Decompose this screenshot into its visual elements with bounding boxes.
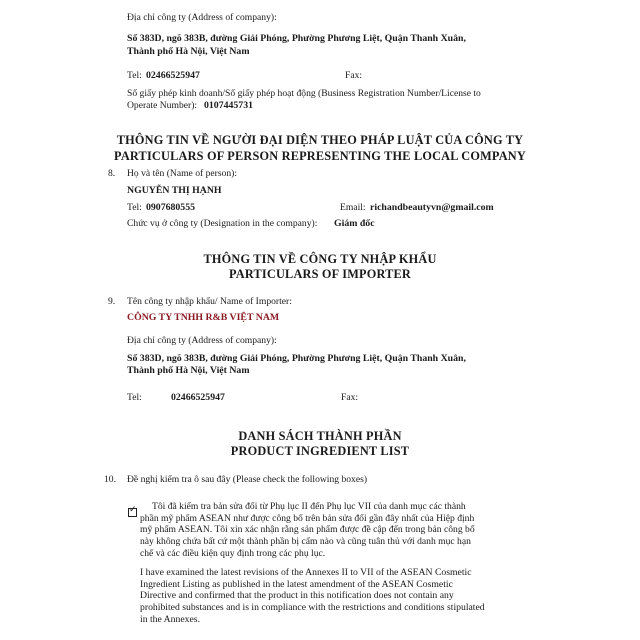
- declaration-vi-line: chế và các điều kiện quy định trong các phụ lục.: [140, 547, 326, 559]
- importer-address-line2: Thành phố Hà Nội, Việt Nam: [127, 365, 250, 376]
- importer-tel-label: Tel:: [127, 392, 142, 403]
- importer-name-value: CÔNG TY TNHH R&B VIỆT NAM: [127, 312, 280, 323]
- declaration-en-line: Ingredient Listing as published in the latest amendment of the ASEAN Cosmetic: [140, 578, 453, 590]
- declaration-vi-line: phần mỹ phẩm ASEAN như được công bố trên bản sửa đổi gần đây nhất của Hiệp định: [140, 512, 475, 524]
- item-number-9: 9.: [108, 296, 116, 307]
- company-tel-value: 02466525947: [146, 70, 200, 81]
- declaration-en: [140, 567, 515, 626]
- person-tel-label: Tel:: [127, 202, 142, 213]
- item-number-10: 10.: [104, 474, 116, 485]
- company-address-label: Địa chỉ công ty (Address of company):: [127, 12, 277, 23]
- license-line2-label: Operate Number):: [127, 100, 198, 111]
- declaration-en-line: in the Annexes.: [140, 613, 200, 625]
- importer-heading-en: PARTICULARS OF IMPORTER: [228, 267, 412, 281]
- importer-fax-label: Fax:: [341, 392, 359, 403]
- person-email-value: richandbeautyvn@gmail.com: [370, 202, 494, 213]
- confirmation-checkbox[interactable]: [128, 504, 140, 522]
- person-email-label: Email:: [340, 202, 366, 213]
- representative-heading-vi: THÔNG TIN VỀ NGƯỜI ĐẠI DIỆN THEO PHÁP LUẬT CỦA CÔNG TY: [116, 133, 524, 147]
- declaration-vi-line: mỹ phẩm ASEAN. Tôi xin xác nhận rằng sản phẩm được đề cập đến trong bản công bố: [140, 524, 475, 536]
- license-number: 0107445731: [204, 100, 253, 111]
- ingredient-heading-en: PRODUCT INGREDIENT LIST: [230, 444, 410, 458]
- person-name-label: Họ và tên (Name of person):: [127, 168, 238, 179]
- item-number-8: 8.: [108, 168, 116, 179]
- person-tel-value: 0907680555: [146, 202, 195, 213]
- license-line1: Số giấy phép kinh doanh/Số giấy phép hoạt động (Business Registration Number/License to: [127, 88, 481, 99]
- importer-tel-value: 02466525947: [171, 392, 225, 403]
- declaration-en-line: Directive and confirmed that the product in this notification does not contain any: [140, 590, 454, 602]
- person-name-value: NGUYỄN THỊ HẠNH: [127, 185, 222, 196]
- check-instruction: Đề nghị kiểm tra ô sau đây (Please check the following boxes): [127, 474, 368, 485]
- importer-address-label: Địa chỉ công ty (Address of company):: [127, 335, 277, 346]
- company-tel-label: Tel:: [127, 70, 142, 81]
- importer-heading-vi: THÔNG TIN VỀ CÔNG TY NHẬP KHẨU: [203, 252, 437, 266]
- representative-heading-en: PARTICULARS OF PERSON REPRESENTING THE LOCAL COMPANY: [114, 149, 526, 163]
- company-address-line1: Số 383D, ngõ 383B, đường Giải Phóng, Phường Phương Liệt, Quận Thanh Xuân,: [127, 33, 466, 44]
- declaration-vi-line: này không chứa bất cứ một thành phần bị cấm nào và cũng tuân thủ với danh mục hạn: [140, 536, 471, 548]
- ingredient-heading-vi: DANH SÁCH THÀNH PHẦN: [238, 429, 402, 443]
- importer-name-label: Tên công ty nhập khẩu/ Name of Importer:: [127, 296, 292, 307]
- company-fax-label: Fax:: [345, 70, 363, 81]
- declaration-vi-line: Tôi đã kiểm tra bản sửa đổi từ Phụ lục II đến Phụ lục VII của danh mục các thành: [152, 501, 466, 512]
- importer-address-line1: Số 383D, ngõ 383B, đường Giải Phóng, Phường Phương Liệt, Quận Thanh Xuân,: [127, 353, 466, 364]
- person-position-value: Giám đốc: [334, 218, 375, 229]
- declaration-en-line: prohibited substances and is in compliance with the restrictions and conditions stipulated: [140, 602, 485, 614]
- declaration-vi: [140, 501, 515, 560]
- checkmark-icon[interactable]: [128, 508, 137, 517]
- person-position-label: Chức vụ ở công ty (Designation in the company):: [127, 218, 318, 229]
- declaration-en-line: I have examined the latest revisions of the Annexes II to VII of the ASEAN Cosmetic: [140, 567, 472, 578]
- company-address-line2: Thành phố Hà Nội, Việt Nam: [127, 46, 250, 57]
